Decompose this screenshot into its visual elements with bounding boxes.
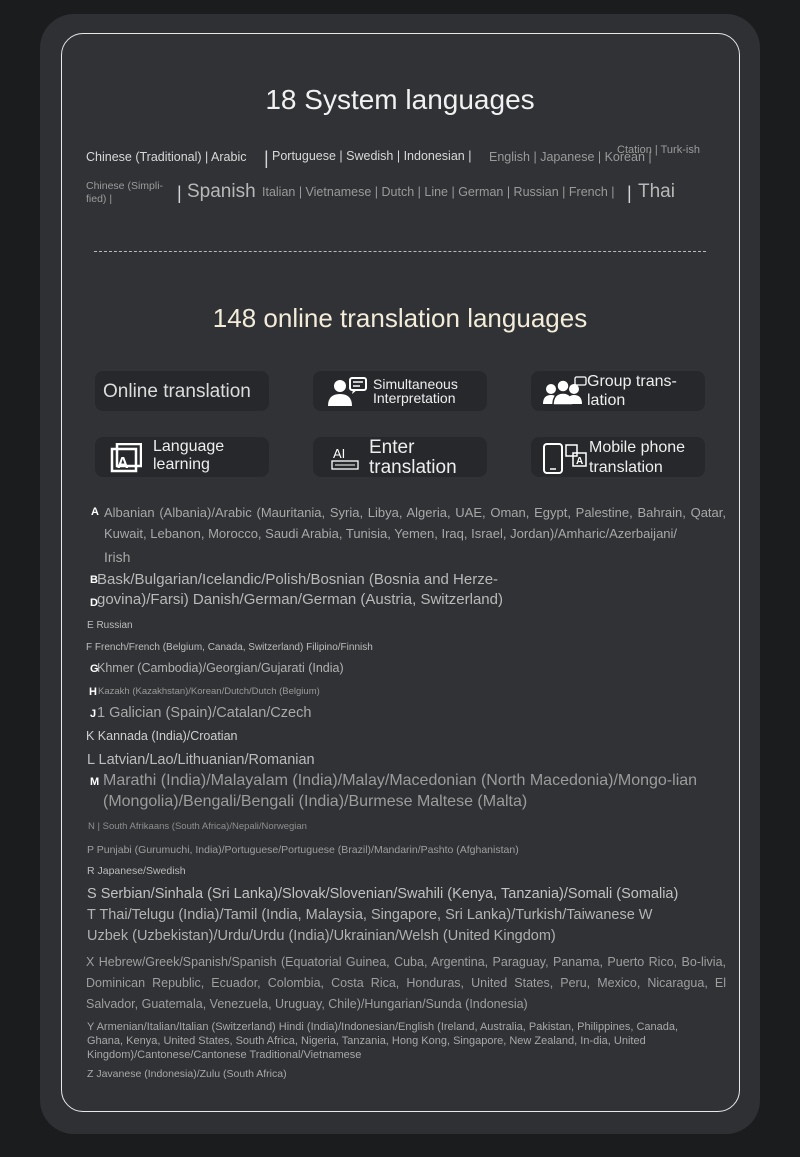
- language-list-item: S Serbian/Sinhala (Sri Lanka)/Slovak/Slovenian/Swahili (Kenya, Tanzania)/Somali (Somalia): [87, 886, 679, 902]
- section-divider: [94, 251, 706, 252]
- letter-b: B: [90, 574, 98, 586]
- system-languages-title: 18 System languages: [265, 84, 535, 115]
- enter-translation-button[interactable]: [313, 437, 487, 477]
- system-lang-row1-d: Ctation | Turk-ish: [617, 144, 700, 156]
- language-list-item: P Punjabi (Gurumuchi, India)/Portuguese/Portuguese (Brazil)/Mandarin/Pashto (Afghanistan): [87, 844, 519, 856]
- language-list-item: E Russian: [87, 620, 133, 631]
- letter-m: M: [90, 776, 100, 788]
- svg-text:AI: AI: [333, 446, 346, 461]
- language-list-item: Khmer (Cambodia)/Georgian/Gujarati (India): [97, 661, 344, 675]
- language-list-item: N | South Afrikaans (South Africa)/Nepali/Norwegian: [88, 821, 307, 832]
- language-list-item: govina)/Farsi) Danish/German/German (Austria, Switzerland): [97, 591, 503, 608]
- separator: |: [177, 183, 182, 203]
- letter-a: A: [91, 506, 99, 518]
- language-learning-button[interactable]: [95, 437, 269, 477]
- button-label: Online translation: [103, 381, 251, 402]
- button-label: Mobile phone translation: [589, 439, 686, 476]
- separator: |: [264, 148, 269, 168]
- phone-translate-icon: [543, 442, 589, 479]
- language-list-item: Y Armenian/Italian/Italian (Switzerland) Hindi (India)/Indonesian/English (Ireland, Australia, Pakistan, Philippines, Canada, Ghana, Kenya, United States, South Africa, Nigeria, Tanzania, Hong Kong, Singapore, New Zealand, In-dia, United Kingdom)/Cantonese/Cantonese Traditional/Vietnamese: [87, 1021, 679, 1061]
- language-list-item: T Thai/Telugu (India)/Tamil (India, Malaysia, Singapore, Sri Lanka)/Turkish/Taiwanese W: [87, 907, 653, 923]
- language-list-item: Irish: [104, 549, 131, 565]
- svg-text:A: A: [576, 456, 584, 467]
- system-lang-row1-b: Portuguese | Swedish | Indonesian |: [272, 149, 472, 163]
- system-lang-row1-c: English | Japanese | Korean |: [489, 150, 652, 164]
- language-list-item: K Kannada (India)/Croatian: [86, 729, 238, 743]
- system-lang-row2-c: Italian | Vietnamese | Dutch | Line | German | Russian | French |: [262, 185, 615, 199]
- online-languages-title: 148 online translation languages: [212, 303, 588, 333]
- system-lang-row2-b: Spanish: [187, 181, 256, 202]
- language-list-item: L Latvian/Lao/Lithuanian/Romanian: [87, 752, 315, 768]
- language-list-item: Bask/Bulgarian/Icelandic/Polish/Bosnian (Bosnia and Herze-: [97, 571, 499, 588]
- letter-g: G: [90, 663, 99, 675]
- language-list-item: 1 Galician (Spain)/Catalan/Czech: [97, 705, 312, 721]
- language-list-item: X Hebrew/Greek/Spanish/Spanish (Equatorial Guinea, Cuba, Argentina, Paraguay, Panama, Puerto Rico, Bo-livia, Dominican Republic, Ecuador, Colombia, Costa Rica, Honduras, United States, Peru, Mexico, Nicaragua, El Salvador, Guatemala, Venezuela, Uruguay, Chile)/Hungarian/Sunda (Indonesia): [86, 955, 726, 1011]
- button-label: Group trans-lation: [587, 373, 677, 409]
- button-label: Language learning: [153, 438, 225, 473]
- button-label: Enter translation: [369, 437, 457, 478]
- system-lang-row2-a: Chinese (Simpli-fied) |: [86, 180, 164, 205]
- language-list-item: R Japanese/Swedish: [87, 865, 186, 877]
- ai-input-icon: [331, 444, 363, 477]
- language-list-item: Uzbek (Uzbekistan)/Urdu/Urdu (India)/Ukrainian/Welsh (United Kingdom): [87, 928, 556, 944]
- group-translation-button[interactable]: [531, 371, 705, 411]
- letter-h: H: [89, 686, 97, 698]
- button-label: Simultaneous Interpretation: [373, 376, 458, 406]
- system-lang-row1-a: Chinese (Traditional) | Arabic: [86, 150, 247, 164]
- mobile-phone-translation-button[interactable]: [531, 437, 705, 477]
- svg-text:A: A: [117, 455, 129, 472]
- language-list-item: Marathi (India)/Malayalam (India)/Malay/Macedonian (North Macedonia)/Mongo-lian (Mongolia)/Bengali/Bengali (India)/Burmese Maltese (Malta): [103, 772, 698, 810]
- language-list-item: F French/French (Belgium, Canada, Switzerland) Filipino/Finnish: [86, 642, 373, 653]
- speaker-chat-icon: [327, 376, 369, 413]
- language-list-item: Kazakh (Kazakhstan)/Korean/Dutch/Dutch (Belgium): [98, 686, 320, 697]
- letter-d: D: [90, 597, 98, 609]
- language-list-item: Z Javanese (Indonesia)/Zulu (South Africa): [87, 1068, 287, 1080]
- simultaneous-interpretation-button[interactable]: [313, 371, 487, 411]
- system-lang-row2-d: Thai: [638, 181, 675, 202]
- letter-j: J: [90, 708, 97, 720]
- group-icon: [541, 376, 589, 413]
- separator: |: [627, 183, 632, 203]
- online-translation-button[interactable]: [95, 371, 269, 411]
- language-learning-icon: [110, 443, 142, 478]
- language-list-item: Albanian (Albania)/Arabic (Mauritania, Syria, Libya, Algeria, UAE, Oman, Egypt, Palestine, Bahrain, Qatar, Kuwait, Lebanon, Morocco, Saudi Arabia, Tunisia, Yemen, Iraq, Israel, Jordan)/Amharic/Azerbaijani/: [104, 505, 726, 541]
